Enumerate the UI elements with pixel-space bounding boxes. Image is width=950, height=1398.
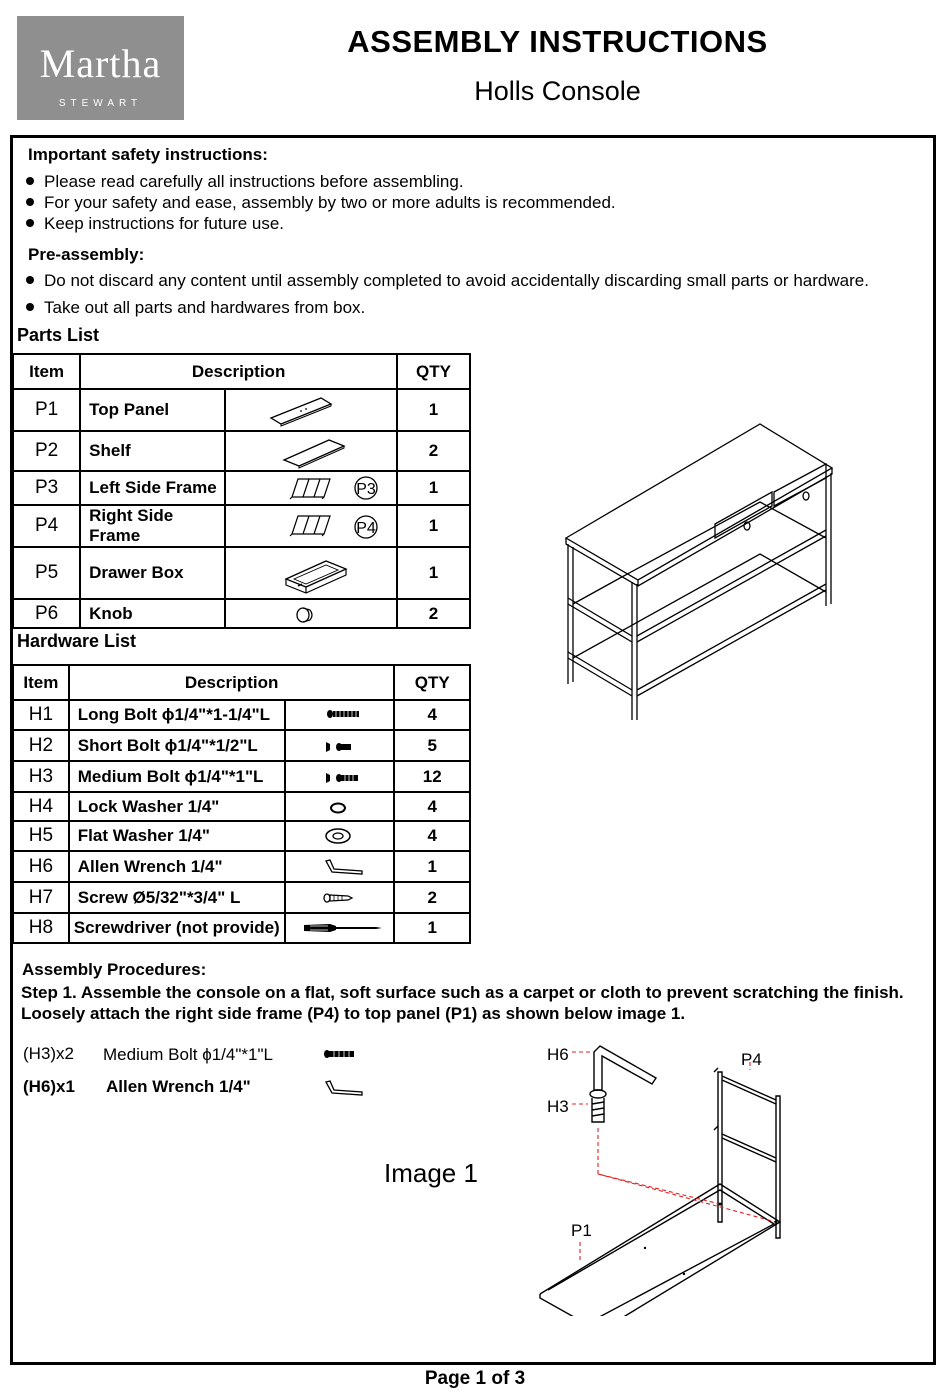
part-tag: P4 <box>356 520 376 537</box>
long-bolt-icon <box>285 700 394 730</box>
safety-item-text: For your safety and ease, assembly by two or more adults is recommended. <box>44 193 616 212</box>
part-qty: 1 <box>397 547 470 599</box>
part-tag: P3 <box>356 481 376 498</box>
safety-heading: Important safety instructions: <box>28 145 268 164</box>
table-row <box>13 599 470 628</box>
preassembly-item-text: Take out all parts and hardwares from box. <box>44 298 366 317</box>
hardware-id: H5 <box>13 821 69 851</box>
part-description: Drawer Box <box>80 547 225 599</box>
hardware-id: H6 <box>13 851 69 882</box>
table-row <box>13 730 470 761</box>
table-row <box>13 761 470 792</box>
shelf-icon <box>225 431 397 471</box>
allen-wrench-icon <box>594 1046 656 1090</box>
side-frame-icon <box>225 471 397 505</box>
hardware-description: Screw Ø5/32"*3/4" L <box>69 882 286 913</box>
medium-bolt-icon <box>322 1044 362 1064</box>
side-frame-icon <box>225 505 397 547</box>
medium-bolt-icon <box>285 761 394 792</box>
col-item: Item <box>13 665 69 700</box>
hardware-table <box>12 664 471 944</box>
part-qty: 1 <box>397 505 470 547</box>
safety-item <box>26 193 616 213</box>
step-part-name: Medium Bolt ϕ1/4"*1"L <box>103 1045 273 1064</box>
part-qty: 2 <box>397 431 470 471</box>
safety-item-text: Keep instructions for future use. <box>44 214 285 233</box>
hardware-id: H2 <box>13 730 69 761</box>
hardware-description: Flat Washer 1/4" <box>69 821 286 851</box>
hardware-description: Short Bolt ϕ1/4"*1/2"L <box>69 730 286 761</box>
callout-p4: P4 <box>741 1050 762 1069</box>
step-part-qty: (H6)x1 <box>23 1077 75 1096</box>
part-id: P1 <box>13 389 80 431</box>
bullet-icon <box>26 276 34 284</box>
part-description: Top Panel <box>80 389 225 431</box>
table-row <box>13 700 470 730</box>
table-row <box>13 851 470 882</box>
procedures-heading: Assembly Procedures: <box>22 960 207 979</box>
allen-wrench-icon <box>285 851 394 882</box>
flat-washer-icon <box>285 821 394 851</box>
table-row <box>13 547 470 599</box>
hardware-description: Allen Wrench 1/4" <box>69 851 286 882</box>
step1-diagram <box>530 1036 820 1316</box>
step1-text-line1: Step 1. Assemble the console on a flat, soft surface such as a carpet or cloth to prevent scratching the finish. <box>21 983 904 1002</box>
part-id: P3 <box>13 471 80 505</box>
hardware-id: H8 <box>13 913 69 943</box>
part-description: Left Side Frame <box>80 471 225 505</box>
col-qty: QTY <box>397 354 470 389</box>
page-title: ASSEMBLY INSTRUCTIONS <box>347 24 768 59</box>
preassembly-item-text: Do not discard any content until assembly completed to avoid accidentally discarding small parts or hardware. <box>44 271 869 290</box>
lock-washer-icon <box>285 792 394 821</box>
short-bolt-icon <box>285 730 394 761</box>
brand-logo <box>17 16 184 120</box>
hardware-qty: 4 <box>394 792 470 821</box>
step1-text-line2: Loosely attach the right side frame (P4) to top panel (P1) as shown below image 1. <box>21 1004 686 1023</box>
callout-p1: P1 <box>571 1221 592 1240</box>
col-description: Description <box>80 354 397 389</box>
part-id: P5 <box>13 547 80 599</box>
console-illustration <box>560 420 840 720</box>
col-description: Description <box>69 665 395 700</box>
parts-list-title: Parts List <box>17 325 100 345</box>
part-description: Right Side Frame <box>80 505 225 547</box>
part-id: P6 <box>13 599 80 628</box>
part-id: P4 <box>13 505 80 547</box>
parts-table-header <box>13 354 470 389</box>
table-row <box>13 792 470 821</box>
part-qty: 1 <box>397 389 470 431</box>
hardware-description: Long Bolt ϕ1/4"*1-1/4"L <box>69 700 286 730</box>
preassembly-item <box>26 271 869 291</box>
bullet-icon <box>26 177 34 185</box>
hardware-qty: 1 <box>394 913 470 943</box>
step-part-name: Allen Wrench 1/4" <box>106 1077 251 1096</box>
top-panel-icon <box>225 389 397 431</box>
product-name: Holls Console <box>474 76 641 106</box>
hardware-qty: 2 <box>394 882 470 913</box>
part-description: Knob <box>80 599 225 628</box>
table-row <box>13 821 470 851</box>
step-part-qty: (H3)x2 <box>23 1044 75 1063</box>
page-number: Page 1 of 3 <box>424 1368 526 1389</box>
bullet-icon <box>26 198 34 206</box>
hardware-id: H4 <box>13 792 69 821</box>
hardware-id: H3 <box>13 761 69 792</box>
safety-item <box>26 172 464 192</box>
image-label: Image 1 <box>384 1158 478 1188</box>
brand-logo-line1: Martha <box>39 41 162 86</box>
hardware-qty: 12 <box>394 761 470 792</box>
hardware-list-title: Hardware List <box>17 631 137 651</box>
knob-icon <box>225 599 397 628</box>
bullet-icon <box>26 219 34 227</box>
table-row <box>13 389 470 431</box>
callout-h6: H6 <box>547 1045 569 1064</box>
bullet-icon <box>26 303 34 311</box>
brand-logo-line2: STEWART <box>58 98 143 109</box>
screw-icon <box>285 882 394 913</box>
hardware-qty: 1 <box>394 851 470 882</box>
allen-wrench-icon <box>322 1078 367 1100</box>
hardware-qty: 5 <box>394 730 470 761</box>
hardware-id: H1 <box>13 700 69 730</box>
hardware-table-header <box>13 665 470 700</box>
hardware-id: H7 <box>13 882 69 913</box>
preassembly-heading: Pre-assembly: <box>28 245 145 264</box>
table-row <box>13 471 470 505</box>
hardware-description: Medium Bolt ϕ1/4"*1"L <box>69 761 286 792</box>
table-row <box>13 431 470 471</box>
parts-table <box>12 353 471 629</box>
part-id: P2 <box>13 431 80 471</box>
col-item: Item <box>13 354 80 389</box>
callout-h3: H3 <box>547 1097 569 1116</box>
hardware-qty: 4 <box>394 821 470 851</box>
table-row <box>13 882 470 913</box>
part-qty: 2 <box>397 599 470 628</box>
preassembly-item <box>26 298 365 318</box>
part-description: Shelf <box>80 431 225 471</box>
part-qty: 1 <box>397 471 470 505</box>
table-row <box>13 505 470 547</box>
col-qty: QTY <box>394 665 470 700</box>
hardware-description: Screwdriver (not provide) <box>69 913 286 943</box>
hardware-qty: 4 <box>394 700 470 730</box>
table-row <box>13 913 470 943</box>
safety-item <box>26 214 284 234</box>
screwdriver-icon <box>285 913 394 943</box>
safety-item-text: Please read carefully all instructions before assembling. <box>44 172 464 191</box>
hardware-description: Lock Washer 1/4" <box>69 792 286 821</box>
drawer-box-icon <box>225 547 397 599</box>
